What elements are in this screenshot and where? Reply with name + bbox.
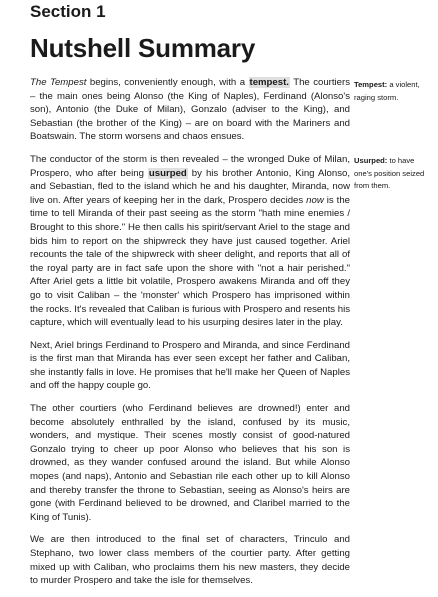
margin-term: Usurped:	[354, 156, 388, 165]
body-text	[30, 76, 350, 597]
margin-note-tempest	[354, 79, 434, 104]
paragraph-1	[30, 76, 350, 144]
paragraph-2	[30, 153, 350, 330]
text-run: is the time to tell Miranda of their past seeing as the storm "hath mine enemies / Brought to this shore." He then calls his spirit/servant Ariel to the stage and bids him to report on the shipwreck they have just caused together. Ariel recounts the tale of the shipwreck with sheer delight, and reports that all of the royal party are in fact safe upon the shore with "not a hair perished." After Ariel gets a little bit volatile, Prospero awakens Miranda and off they go to visit Caliban – the 'monster' which Prospero has imprisoned within the rocks. It's revealed that Caliban is furious with Prospero and resents his capture, which will eventually lead to his usurping desires later in the play.	[30, 194, 350, 329]
highlight-term-usurped: usurped	[148, 167, 187, 179]
paragraph-4: The other courtiers (who Ferdinand believes are drowned!) enter and become absolutely enthralled by the island, confused by its music, wonders, and mystique. Their scenes mostly consist of good-natured Gonzalo trying to cheer up poor Alonso who believes that his son is drowned, as they wander confused around the island. But while Alonso mopes (and naps), Antonio and Sebastian rile each other up to kill Alonso and thereby transfer the throne to Sebastian, seeing as Alonso's heirs are gone (with Ferdinand believed to be drowned, and Claribel married to the King of Tunis).	[30, 403, 350, 523]
paragraph-5: We are then introduced to the final set of characters, Trinculo and Stephano, two lower class members of the courtier party. After getting mixed up with Caliban, who proclaims them his new masters, they decide to murder Prospero and take the isle for themselves.	[30, 534, 350, 587]
text-run: begins, conveniently enough, with a	[86, 77, 249, 88]
margin-note-usurped	[354, 155, 434, 193]
text-run: by his brother Antonio, King Alonso, and Sebastian, fled to the island which he and his daughter, Miranda, now live on. After years of keeping her in the dark, Prospero decides	[30, 167, 350, 206]
margin-term: Tempest:	[354, 80, 388, 89]
text-run: The courtiers – the main ones being Alonso (the King of Naples), Ferdinand (Alonso's son), Antonio (the Duke of Milan), Gonzalo (adviser to the King), and Sebastian (the brother of the King) – are on board with the Mariners and Boatswain. The storm worsens and chaos ensues.	[30, 77, 351, 143]
text-run: The conductor of the storm is then revealed – the wronged Duke of Milan, Prospero, who after being	[30, 153, 350, 179]
emphasis-now: now	[306, 194, 324, 206]
page-title: Nutshell Summary	[30, 33, 256, 63]
play-title: The Tempest	[30, 77, 87, 88]
highlight-term-tempest: tempest.	[249, 77, 289, 88]
section-label: Section 1	[30, 2, 106, 21]
margin-definition: a violent, raging storm.	[354, 80, 420, 102]
margin-definition: to have one's position seized from them.	[354, 156, 425, 190]
paragraph-3: Next, Ariel brings Ferdinand to Prospero and Miranda, and since Ferdinand is the first man that Miranda has ever seen except her father and Caliban, she instantly falls in love. He promises that he'll make her Queen of Naples and off the happy couple go.	[30, 339, 350, 392]
